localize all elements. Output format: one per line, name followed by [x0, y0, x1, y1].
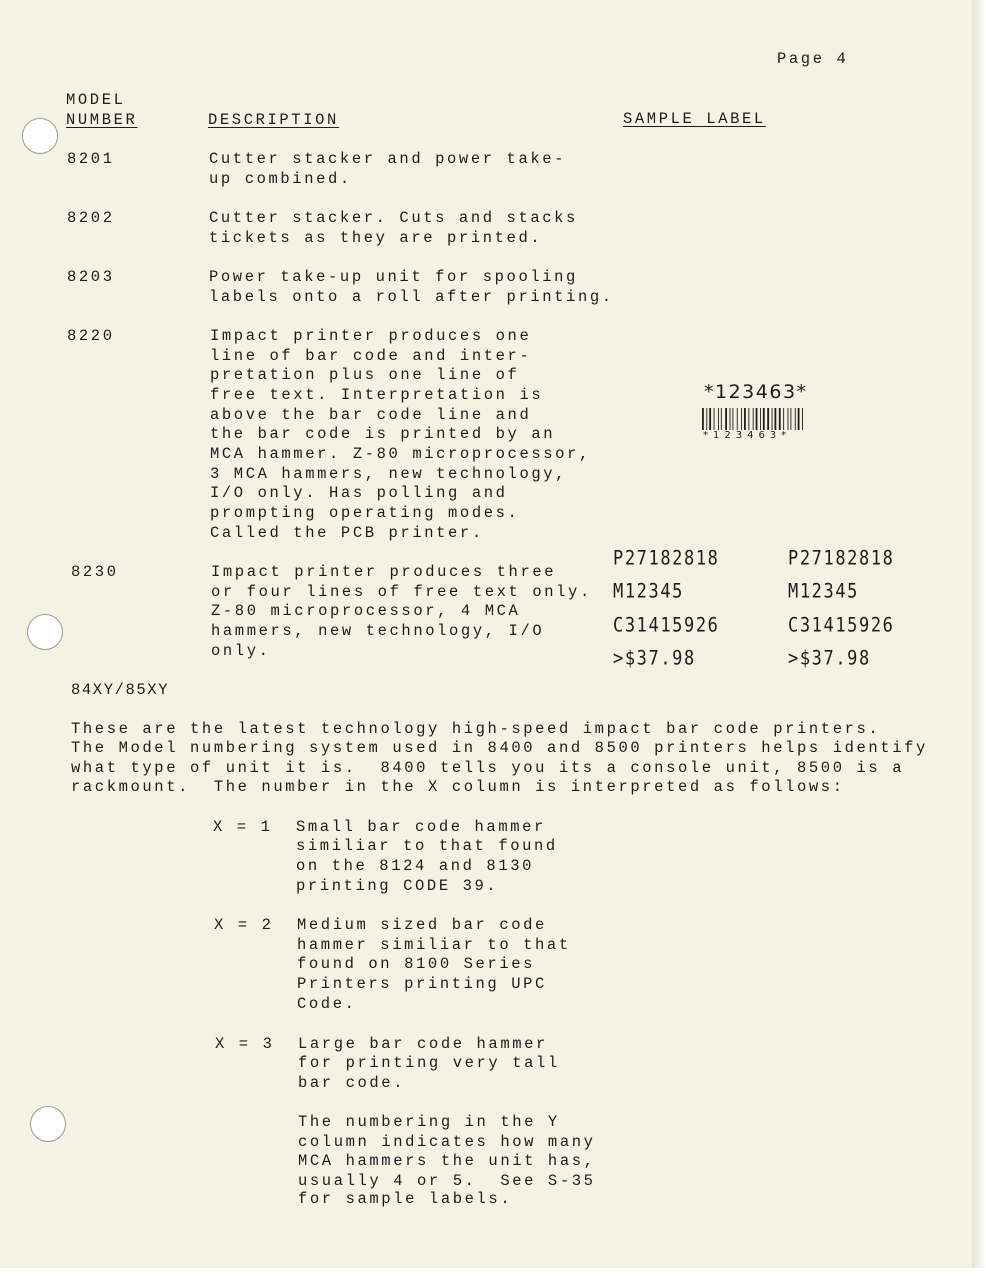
label-sample-line: C31415926 [613, 614, 720, 637]
x-value-line: Printers printing UPC [297, 975, 547, 993]
barcode-bar [790, 408, 791, 430]
model-description-line: tickets as they are printed. [209, 229, 543, 247]
barcode-bar [744, 408, 746, 430]
model-number: 8202 [67, 209, 115, 227]
x-value-line: printing CODE 39. [296, 877, 499, 895]
barcode-bar [772, 408, 773, 430]
model-description-line: Impact printer produces one [210, 327, 532, 345]
paragraph-line: rackmount. The number in the X column is interpreted as follows: [71, 778, 845, 796]
series-heading: 84XY/85XY [71, 681, 170, 699]
barcode-bars [702, 408, 806, 430]
model-description-line: above the bar code line and [210, 406, 532, 424]
binder-hole-bottom [30, 1106, 66, 1142]
x-value-line: found on 8100 Series [297, 955, 536, 973]
barcode-bar [795, 408, 796, 430]
x-value-key: X = 2 [214, 916, 274, 934]
barcode-bar [760, 408, 761, 430]
x-value-line: Small bar code hammer [296, 818, 546, 836]
y-note-line: usually 4 or 5. See S-35 [298, 1172, 596, 1190]
barcode-bar [798, 408, 800, 430]
barcode-bar [802, 408, 803, 430]
model-description-line: 3 MCA hammers, new technology, [210, 465, 568, 483]
model-description-line: Called the PCB printer. [210, 524, 484, 542]
y-note-line: The numbering in the Y [298, 1113, 560, 1131]
header-sample-label: SAMPLE LABEL [623, 110, 766, 128]
x-value-line: for printing very tall [298, 1054, 560, 1072]
label-sample-line: >$37.98 [788, 647, 871, 670]
x-value-line: Medium sized bar code [297, 916, 547, 934]
model-description-line: hammers, new technology, I/O [211, 622, 545, 640]
model-description-line: I/O only. Has polling and [210, 484, 508, 502]
model-description-line: free text. Interpretation is [210, 386, 544, 404]
x-value-line: hammer similiar to that [297, 936, 571, 954]
model-description-line: pretation plus one line of [210, 366, 520, 384]
barcode-bar [730, 408, 731, 430]
model-description-line: Cutter stacker and power take- [209, 150, 567, 168]
barcode-bar [756, 408, 758, 430]
model-description-line: the bar code is printed by an [210, 425, 556, 443]
paragraph-line: what type of unit it is. 8400 tells you its a console unit, 8500 is a [71, 759, 905, 777]
x-value-line: bar code. [298, 1074, 406, 1092]
header-number: NUMBER [66, 111, 138, 129]
model-description-line: up combined. [209, 170, 352, 188]
barcode-bar [706, 408, 707, 430]
label-sample-line: >$37.98 [613, 647, 696, 670]
barcode-bar [748, 408, 749, 430]
barcode-bar [783, 408, 784, 430]
label-sample-line: C31415926 [788, 614, 895, 637]
barcode-bar [721, 408, 722, 430]
barcode-bar [714, 408, 715, 430]
label-sample-line: M12345 [613, 580, 685, 603]
binder-hole-middle [27, 614, 63, 650]
model-description-line: Impact printer produces three [211, 563, 557, 581]
model-number: 8220 [67, 327, 115, 345]
model-description-line: or four lines of free text only. [211, 583, 592, 601]
barcode-bar [788, 408, 789, 430]
x-value-line: Code. [297, 995, 357, 1013]
model-description-line: line of bar code and inter- [210, 347, 532, 365]
model-description-line: Cutter stacker. Cuts and stacks [209, 209, 578, 227]
barcode-bar [753, 408, 754, 430]
label-sample-line: P27182818 [613, 547, 720, 570]
y-note-line: column indicates how many [298, 1133, 596, 1151]
barcode-bar [718, 408, 719, 430]
model-description-line: Power take-up unit for spooling [209, 268, 578, 286]
page-edge [972, 0, 986, 1276]
x-value-key: X = 1 [213, 818, 273, 836]
barcode-human-readable: *123463* [703, 430, 792, 441]
label-sample-line: P27182818 [788, 547, 895, 570]
model-description-line: labels onto a roll after printing. [209, 288, 614, 306]
header-description: DESCRIPTION [208, 111, 339, 129]
page-edge-bottom [0, 1268, 986, 1276]
paragraph-line: These are the latest technology high-speed impact bar code printers. [71, 720, 881, 738]
header-model: MODEL [66, 91, 126, 109]
barcode-bar [725, 408, 727, 430]
x-value-key: X = 3 [215, 1035, 275, 1053]
barcode-bar [702, 408, 704, 430]
barcode-bar [767, 408, 769, 430]
model-description-line: MCA hammer. Z-80 microprocessor, [210, 445, 591, 463]
model-description-line: prompting operating modes. [210, 504, 520, 522]
model-description-line: Z-80 microprocessor, 4 MCA [211, 602, 521, 620]
y-note-line: MCA hammers the unit has, [298, 1152, 596, 1170]
model-number: 8201 [67, 150, 115, 168]
model-description-line: only. [211, 642, 271, 660]
barcode-bar [709, 408, 711, 430]
barcode-interpretation-text: *123463* [704, 381, 808, 403]
page-number: Page 4 [777, 50, 849, 68]
barcode-bar [741, 408, 742, 430]
model-number: 8203 [67, 268, 115, 286]
y-note-line: for sample labels. [298, 1190, 513, 1208]
x-value-line: on the 8124 and 8130 [296, 857, 535, 875]
barcode-bar [763, 408, 765, 430]
paragraph-line: The Model numbering system used in 8400 and 8500 printers helps identify [71, 739, 928, 757]
x-value-line: similiar to that found [296, 837, 558, 855]
x-value-line: Large bar code hammer [298, 1035, 548, 1053]
binder-hole-top [22, 118, 58, 154]
barcode-bar [779, 408, 781, 430]
barcode-bar [775, 408, 777, 430]
label-sample-line: M12345 [788, 580, 860, 603]
barcode-bar [737, 408, 738, 430]
model-number: 8230 [71, 563, 119, 581]
barcode-bar [732, 408, 733, 430]
